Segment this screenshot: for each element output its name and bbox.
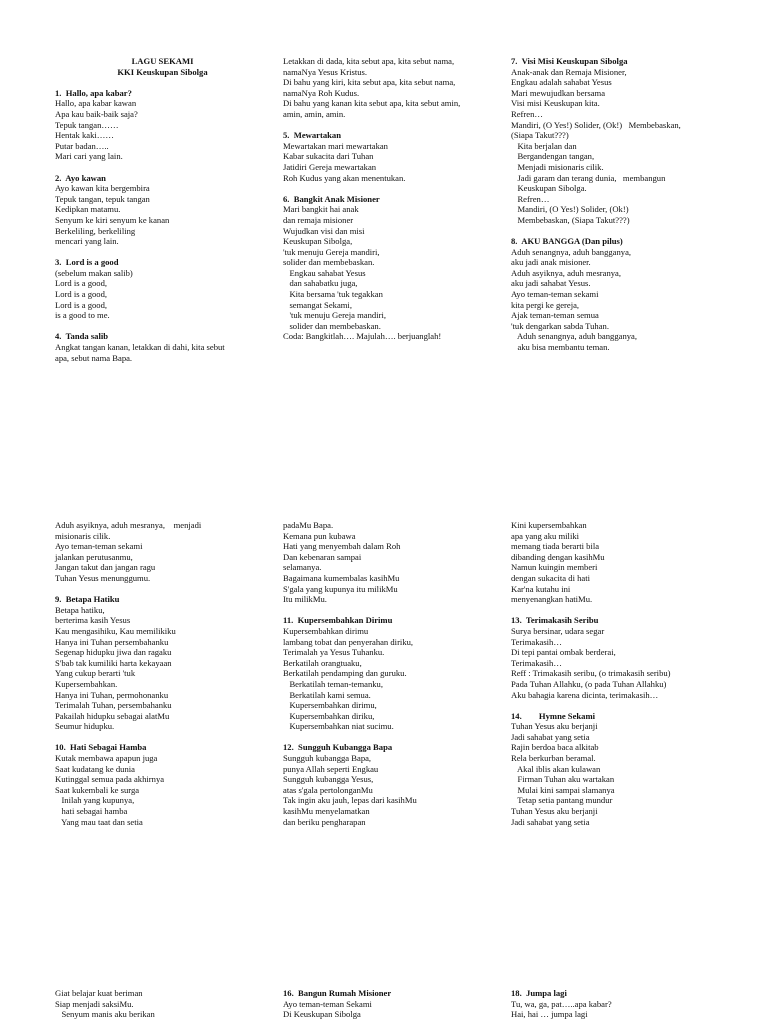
lyric-line: Kupersembahkan. [55,678,118,689]
song-heading: 8. AKU BANGGA (Dan pilus) [511,236,623,247]
lyric-line: Kau mengasihiku, Kau memilikiku [55,625,176,636]
lyric-line: Kupersembahkan diriku, [283,710,375,721]
lyric-line: Kabar sukacita dari Tuhan [283,151,374,162]
lyric-line: Hati yang menyembah dalam Roh [283,541,401,552]
lyric-line: Terimakasih… [511,636,562,647]
song-heading: 18. Jumpa lagi [511,988,567,998]
lyric-line: Tuhan Yesus aku berjanji [511,806,598,817]
lyric-line: Tu, wa, ga, pat…..apa kabar? [511,998,612,1009]
lyric-line: Kutinggal semua pada akhirnya [55,774,165,785]
spacer [511,605,726,616]
lyric-line: aku jadi sahabat Yesus. [511,278,591,289]
lyric-line: solider dan membebaskan. [283,320,381,331]
spacer [283,605,498,616]
lyric-line: Di bahu yang kiri, kita sebut apa, kita sebut nama, [283,77,456,88]
lyric-line: Kini kupersembahkan [511,520,587,530]
lyric-line: Aduh asyiknya, aduh mesranya, [511,267,622,278]
lyric-line: Tetap setia pantang mundur [511,795,613,806]
lyric-line: Kita berjalan dan [511,140,577,151]
lyric-line: Di tepi pantai ombak berderai, [511,647,616,658]
lyric-line: memang tiada berarti bila [511,541,600,552]
document-title: LAGU SEKAMI [131,56,194,66]
lyric-line: Rela berkurban beramal. [511,753,596,764]
lyric-line: Hanya ini Tuhan persembahanku [55,636,169,647]
lyric-line: 'tuk menuju Gereja mandiri, [283,310,386,321]
lyric-line: Kupersembahkan dirimu [283,625,369,636]
song-heading: 4. Tanda salib [55,331,109,342]
lyric-line: Firman Tuhan aku wartakan [511,774,615,785]
lyric-line: dengan sukacita di hati [511,572,590,583]
lyric-line: Berkatilah pendamping dan guruku. [283,668,407,679]
lyric-line: Tepuk tangan…… [55,119,119,130]
lyric-line: Coda: Bangkitlah…. Majulah…. berjuanglah! [283,331,442,342]
lyric-line: Kupersembahkan dirimu, [283,700,377,711]
lyric-line: Tuhan Yesus menunggumu. [55,572,151,583]
lyric-line: jalankan perutusanmu, [55,551,133,562]
lyric-line: Kar'na kutahu ini [511,583,571,594]
song-heading: 10. Hati Sebagai Hamba [55,742,147,753]
lyric-line: Berkatilah kami semua. [283,689,371,700]
spacer [283,183,498,194]
lyric-line: Yang mau taat dan setia [55,816,143,827]
lyric-line: Hallo, apa kabar kawan [55,98,137,109]
lyric-line: punya Allah seperti Engkau [283,763,379,774]
lyric-line: Segenap hidupku jiwa dan ragaku [55,647,172,658]
lyric-line: selamanya. [283,562,322,573]
lyric-line: Berkatilah teman-temanku, [283,678,383,689]
lyric-line: hati sebagai hamba [55,806,128,817]
lyric-line: Apa kau baik-baik saja? [55,108,138,119]
lyric-line: Bergandengan tangan, [511,151,595,162]
spacer [55,732,270,743]
lyric-line: Wujudkan visi dan misi [283,225,365,236]
lyric-line: lambang tobat dan penyerahan diriku, [283,636,414,647]
lyric-line: Di Keuskupan Sibolga [283,1009,361,1020]
spacer [283,732,498,743]
lyric-line: Ayo teman-teman sekami [55,541,143,552]
lyric-line: Pakailah hidupku sebagai alatMu [55,710,170,721]
lyric-line: dibanding dengan kasihMu [511,551,605,562]
lyric-line: Menjadi misionaris cilik. [511,161,604,172]
lyric-line: Hai, hai … jumpa lagi [511,1009,588,1020]
spacer [55,77,270,88]
song-heading: 5. Mewartakan [283,130,341,141]
song-heading: 3. Lord is a good [55,257,119,268]
lyric-line: Aduh asyiknya, aduh mesranya, menjadi [55,520,202,530]
song-heading: 13. Terimakasih Seribu [511,615,599,626]
lyric-line: menyenangkan hatiMu. [511,594,593,605]
lyric-line: solider dan membebaskan. [283,257,375,268]
lyric-line: Letakkan di dada, kita sebut apa, kita sebut nama, [283,56,455,66]
lyric-line: S'bab tak kumiliki harta kekayaan [55,657,172,668]
lyric-line: padaMu Bapa. [283,520,334,530]
lyric-line: Refren… [511,108,543,119]
page1-column-3 [511,56,726,353]
spacer [511,226,726,237]
lyric-line: Hentak kaki…… [55,130,114,141]
lyric-line: Kutak membawa apapun juga [55,753,158,764]
lyric-line: Membebaskan, (Siapa Takut???) [511,214,630,225]
spacer [55,247,270,258]
lyric-line: Akal iblis akan kulawan [511,763,601,774]
lyric-line: Siap menjadi saksiMu. [55,998,134,1009]
lyric-line: Tuhan Yesus aku berjanji [511,721,598,732]
lyric-line: Refren… [511,193,550,204]
song-heading: 12. Sungguh Kubangga Bapa [283,742,393,753]
lyric-line: Putar badan….. [55,140,109,151]
lyric-line: Namun kuingin memberi [511,562,598,573]
lyric-line: Keuskupan Sibolga. [511,183,587,194]
lyric-line: Roh Kudus yang akan menentukan. [283,172,406,183]
lyric-line: Mari mewujudkan bersama [511,87,606,98]
lyric-line: atas s'gala pertolonganMu [283,784,373,795]
lyric-line: (sebelum makan salib) [55,267,133,278]
spacer [55,321,270,332]
page1-column-1 [55,56,270,363]
lyric-line: Lord is a good, [55,299,108,310]
lyric-line: Rajin berdoa baca alkitab [511,742,599,753]
lyric-line: Inilah yang kupunya, [55,795,135,806]
lyric-line: Lord is a good, [55,289,108,300]
lyric-line: Jangan takut dan jangan ragu [55,562,156,573]
lyric-line: Tak ingin aku jauh, lepas dari kasihMu [283,795,417,806]
lyric-line: Saat kudatang ke dunia [55,763,135,774]
lyric-line: Terimakasih… [511,657,562,668]
lyric-line: Sungguh kubangga Bapa, [283,753,372,764]
lyric-line: aku jadi anak misioner. [511,257,591,268]
lyric-line: Tepuk tangan, tepuk tangan [55,193,150,204]
lyric-line: Jadi garam dan terang dunia, membangun [511,172,666,183]
spacer [283,120,498,131]
song-heading: 14. Hymne Sekami [511,710,596,721]
lyric-line: apa, sebut nama Bapa. [55,352,133,363]
lyric-line: Itu milikMu. [283,594,327,605]
lyric-line: aku bisa membantu teman. [511,342,610,353]
spacer [511,700,726,711]
lyric-line: kita pergi ke gereja, [511,299,580,310]
lyric-line: Ajak teman-teman semua [511,310,599,321]
song-heading: 1. Hallo, apa kabar? [55,87,132,98]
page2-column-2 [283,520,498,827]
lyric-line: Angkat tangan kanan, letakkan di dahi, kita sebut [55,342,225,353]
lyric-line: Jadi sahabat yang setia [511,731,590,742]
lyric-line: misionaris cilik. [55,530,111,541]
lyric-line: Berkeliling, berkeliling [55,225,136,236]
lyric-line: is a good to me. [55,310,110,321]
lyric-line: Surya bersinar, udara segar [511,625,605,636]
lyric-line: 'tuk dengarkan sabda Tuhan. [511,320,609,331]
lyric-line: (Siapa Takut???) [511,130,569,141]
song-heading: 2. Ayo kawan [55,172,106,183]
lyric-line: Kedipkan matamu. [55,204,121,215]
lyric-line: Mewartakan mari mewartakan [283,140,388,151]
lyric-line: Giat belajar kuat beriman [55,988,143,998]
lyric-line: Berkatilah orangtuaku, [283,657,362,668]
lyric-line: Keuskupan Sibolga, [283,236,353,247]
lyric-line: Mandiri, (O Yes!) Solider, (Ok!) Membebaskan, [511,119,681,130]
lyric-line: Dan kebenaran sampai [283,551,362,562]
lyric-line: dan beriku pengharapan [283,816,366,827]
lyric-line: Jatidiri Gereja mewartakan [283,161,377,172]
lyric-line: Aduh senangnya, aduh bangganya, [511,246,632,257]
lyric-line: 'tuk menuju Gereja mandiri, [283,246,380,257]
song-heading: 6. Bangkit Anak Misioner [283,193,380,204]
lyric-line: Reff : Trimakasih seribu, (o trimakasih seribu) [511,668,671,679]
lyric-line: Anak-anak dan Remaja Misioner, [511,66,627,77]
page3-column-3 [511,988,726,1020]
lyric-line: S'gala yang kupunya itu milikMu [283,583,398,594]
lyric-line: Kita bersama 'tuk tegakkan [283,289,383,300]
page1-column-2 [283,56,498,342]
lyric-line: Terimalah Tuhan, persembahanku [55,700,172,711]
song-heading: 16. Bangun Rumah Misioner [283,988,392,998]
lyric-line: kasihMu menyelamatkan [283,806,370,817]
document-title: KKI Keuskupan Sibolga [117,66,208,77]
lyric-line: Mulai kini sampai slamanya [511,784,615,795]
lyric-line: semangat Sekami, [283,299,352,310]
spacer [55,162,270,173]
lyric-line: Seumur hidupku. [55,721,115,732]
page3-column-2 [283,988,498,1020]
lyric-line: berterima kasih Yesus [55,615,131,626]
page2-column-3 [511,520,726,827]
lyric-line: dan sahabatku juga, [283,278,358,289]
lyric-line: Di bahu yang kanan kita sebut apa, kita sebut amin, [283,98,461,109]
lyric-line: Hanya ini Tuhan, permohonanku [55,689,169,700]
lyric-line: dan remaja misioner [283,214,354,225]
lyric-line: Sungguh kubangga Yesus, [283,774,374,785]
lyric-line: Bagaimana kumembalas kasihMu [283,572,400,583]
page3-column-1 [55,988,270,1020]
lyric-line: Jadi sahabat yang setia [511,816,590,827]
lyric-line: Mandiri, (O Yes!) Solider, (Ok!) [511,204,629,215]
lyric-line: mencari yang lain. [55,236,119,247]
lyric-line: Ayo kawan kita bergembira [55,183,150,194]
lyric-line: Engkau adalah sahabat Yesus [511,77,612,88]
song-heading: 11. Kupersembahkan Dirimu [283,615,393,626]
lyric-line: Mari cari yang lain. [55,151,123,162]
lyric-line: Betapa hatiku, [55,604,105,615]
lyric-line: Terimalah ya Yesus Tuhanku. [283,647,385,658]
lyric-line: Lord is a good, [55,278,108,289]
lyric-line: Kupersembahkan niat sucimu. [283,721,394,732]
lyric-line: apa yang aku miliki [511,530,580,541]
lyric-line: Yang cukup berarti 'tuk [55,668,136,679]
spacer [55,584,270,595]
page2-column-1 [55,520,270,827]
lyric-line: namaNya Yesus Kristus. [283,66,368,77]
lyric-line: Mari bangkit hai anak [283,204,359,215]
lyric-line: Senyum ke kiri senyum ke kanan [55,214,170,225]
lyric-line: Engkau sahabat Yesus [283,267,366,278]
lyric-line: Visi misi Keuskupan kita. [511,98,600,109]
lyric-line: Ayo teman-teman Sekami [283,998,372,1009]
lyric-line: Aku bahagia karena dicinta, terimakasih… [511,689,659,700]
lyric-line: Pada Tuhan Allahku, (o pada Tuhan Allahku) [511,678,667,689]
lyric-line: amin, amin, amin. [283,108,346,119]
song-heading: 7. Visi Misi Keuskupan Sibolga [511,56,628,66]
lyric-line: Senyum manis aku berikan [55,1009,155,1020]
song-heading: 9. Betapa Hatiku [55,594,120,605]
lyric-line: Aduh senangnya, aduh bangganya, [511,331,638,342]
lyric-line: Ayo teman-teman sekami [511,289,599,300]
lyric-line: Saat kukembali ke surga [55,784,140,795]
lyric-line: namaNya Roh Kudus. [283,87,360,98]
lyric-line: Kemana pun kubawa [283,530,356,541]
